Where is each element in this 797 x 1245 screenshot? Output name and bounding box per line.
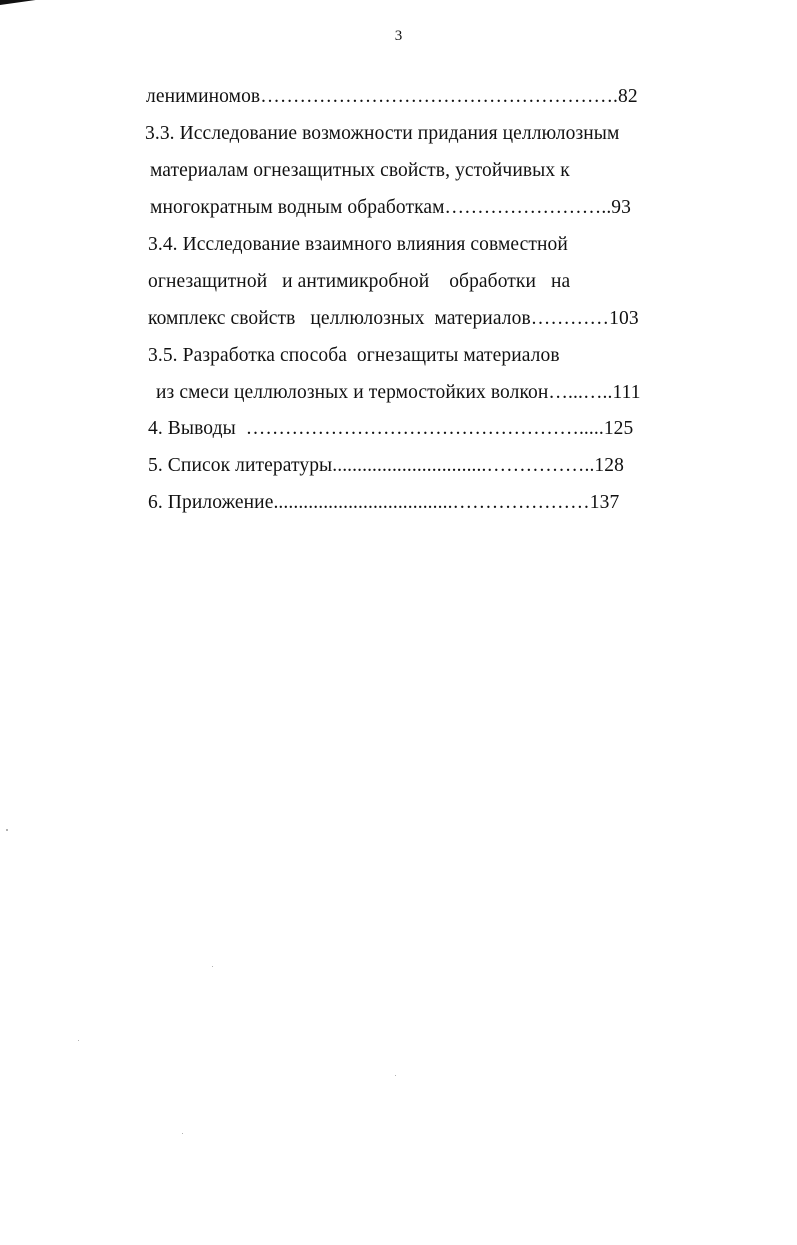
toc-entry-6: 6. Приложение....................................…………………137 bbox=[148, 492, 620, 513]
toc-entry-3-4: 3.4. Исследование взаимного влияния совместной bbox=[148, 234, 568, 255]
toc-entry-3-3: 3.3. Исследование возможности придания целлюлозным bbox=[145, 123, 620, 144]
toc-entry-3-3-line-3: многократным водным обработкам……………………..93 bbox=[150, 197, 632, 218]
toc-entry-3-3-line-2: материалам огнезащитных свойств, устойчивых к bbox=[150, 160, 570, 181]
scan-speck bbox=[78, 1040, 79, 1041]
toc-entry-4: 4. Выводы …………………………………………….....125 bbox=[148, 418, 634, 439]
scan-speck bbox=[395, 1075, 396, 1076]
toc-entry-3-4-line-3: комплекс свойств целлюлозных материалов…………103 bbox=[148, 308, 639, 329]
toc-line-continuation: лениминомов……………………………………………….82 bbox=[146, 86, 638, 107]
toc-entry-3-5-line-2: из смеси целлюлозных и термостойких волкон…...…..111 bbox=[156, 382, 641, 403]
toc-entry-3-5: 3.5. Разработка способа огнезащиты материалов bbox=[148, 345, 560, 366]
scan-speck bbox=[6, 829, 8, 831]
scan-speck bbox=[212, 966, 213, 967]
page-number: 3 bbox=[394, 28, 403, 44]
toc-entry-5: 5. Список литературы...............................……………..128 bbox=[148, 455, 624, 476]
scan-edge-mark bbox=[0, 0, 38, 5]
toc-entry-3-4-line-2: огнезащитной и антимикробной обработки на bbox=[148, 271, 571, 292]
scan-speck bbox=[182, 1133, 183, 1134]
